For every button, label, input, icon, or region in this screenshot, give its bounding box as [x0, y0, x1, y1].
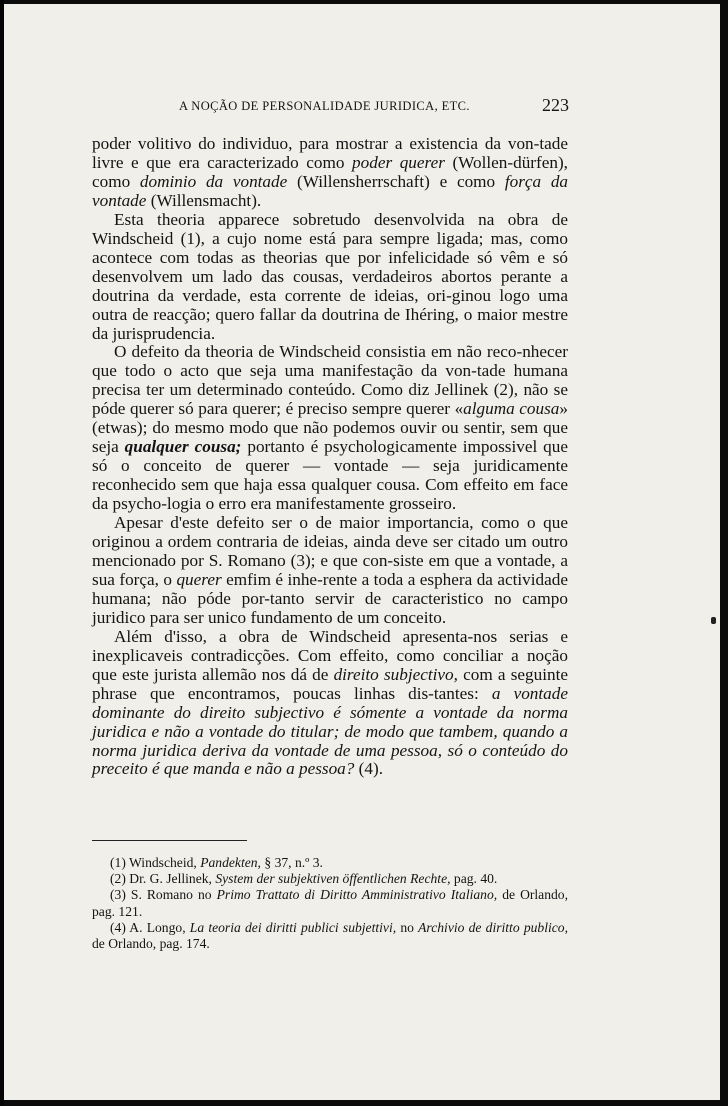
- paragraph-1: [92, 135, 568, 211]
- text-run: (4) A. Longo,: [110, 919, 190, 935]
- footnote-4: [92, 920, 568, 952]
- text-run: (Willensmacht).: [146, 190, 262, 210]
- emphasis: System der subjektiven öffentlichen Rechte,: [215, 871, 451, 887]
- text-run: (2) Dr. G. Jellinek,: [110, 871, 216, 887]
- emphasis: a vontade dominante do direito subjectivo é sómente a vontade da norma juridica e não a vontade do titular; de modo que tambem, quando a norma juridica deriva da vontade de uma pessoa, só o conteúdo do preceito é que manda e não a pessoa?: [92, 683, 568, 779]
- footnote-2: [92, 871, 568, 887]
- text-run: de Orlando, pag. 121.: [92, 887, 569, 919]
- emphasis: poder querer: [352, 152, 445, 172]
- page-number: 223: [542, 95, 569, 115]
- paragraph-2: Esta theoria apparece sobretudo desenvolvida na obra de Windscheid (1), a cujo nome está para sempre ligada; mas, como acontece com todas as theorias que por infelicidade só vêm e só desenvolvem um lado das cousas, verdadeiros abortos perante a doutrina da verdade, esta corrente de ideias, ori-ginou logo uma outra de reacção; quero fallar da doutrina de Ihéring, o maior mestre da jurisprudencia.: [92, 209, 568, 343]
- text-run: (Willensherrschaft) e como: [287, 171, 505, 191]
- text-run: com a seguinte phrase que encontramos, poucas linhas dis-tantes:: [92, 664, 569, 703]
- book-page: [4, 4, 720, 1100]
- text-run: pag. 40.: [450, 871, 498, 887]
- text-run: poder volitivo do individuo, para mostrar a existencia da von-tade livre e que era caracterizado como: [92, 134, 568, 172]
- text-run: no: [396, 919, 419, 935]
- text-run: portanto é psychologicamente impossivel que só o conceito de querer — vontade — seja juridicamente reconhecido sem que haja essa qualquer cousa. Com effeito em face da psycho-logia o erro era manifestamente grosseiro.: [92, 437, 569, 514]
- emphasis: La teoria dei diritti publici subjettivi,: [189, 919, 397, 935]
- text-run: emfim é inhe-rente a toda a esphera da actividade humana; não póde por-tanto servir de caracteristico no campo juridico para ser unico fundamento de um conceito.: [92, 569, 568, 627]
- text-run: (4).: [354, 759, 384, 779]
- emphasis: direito subjectivo,: [333, 664, 458, 684]
- footnote-rule: [92, 840, 247, 841]
- text-run: § 37, n.º 3.: [260, 855, 323, 870]
- running-header: [179, 95, 569, 115]
- text-run: de Orlando, pag. 174.: [92, 936, 210, 952]
- text-run: (1) Windscheid,: [110, 855, 201, 870]
- emphasis: qualquer cousa;: [124, 437, 242, 457]
- emphasis: dominio da vontade: [139, 171, 288, 191]
- text-run: » (etwas); do mesmo modo que não podemos ouvir ou sentir, sem que seja: [92, 399, 568, 457]
- main-text: [92, 135, 568, 779]
- paragraph-4: [92, 514, 568, 628]
- emphasis: Primo Trattato di Diritto Amministrativo Italiano,: [216, 887, 498, 903]
- text-run: (Wollen-dürfen), como: [92, 152, 568, 191]
- paragraph-3: [92, 343, 568, 514]
- running-title: A NOÇÃO DE PERSONALIDADE JURIDICA, ETC.: [179, 99, 470, 113]
- emphasis: Pandekten,: [200, 855, 261, 870]
- footnote-3: [92, 887, 568, 919]
- paragraph-5: [92, 628, 568, 780]
- emphasis: Archivio de diritto publico,: [418, 919, 568, 935]
- text-run: (3) S. Romano no: [110, 887, 217, 903]
- text-run: Apesar d'este defeito ser o de maior importancia, como o que originou a ordem contraria de ideias, ainda deve ser citado um outro mencionado por S. Romano (3); e que con-siste em que a vontade, a sua força, o: [92, 513, 568, 589]
- ink-spot: [711, 617, 716, 624]
- emphasis: alguma cousa: [463, 399, 560, 419]
- footnote-1: [92, 855, 568, 871]
- text-run: O defeito da theoria de Windscheid consistia em não reco-nhecer que todo o acto que seja uma manifestação da von-tade humana precisa ter um determinado conteúdo. Como diz Jellinek (2), não se póde querer só para querer; é preciso sempre querer «: [92, 342, 568, 419]
- footnotes: [92, 855, 568, 952]
- emphasis: força da vontade: [92, 171, 569, 210]
- text-run: Além d'isso, a obra de Windscheid apresenta-nos serias e inexplicaveis contradicções. Com effeito, como conciliar a noção que este jurista allemão nos dá de: [92, 626, 568, 684]
- emphasis: querer: [176, 569, 222, 589]
